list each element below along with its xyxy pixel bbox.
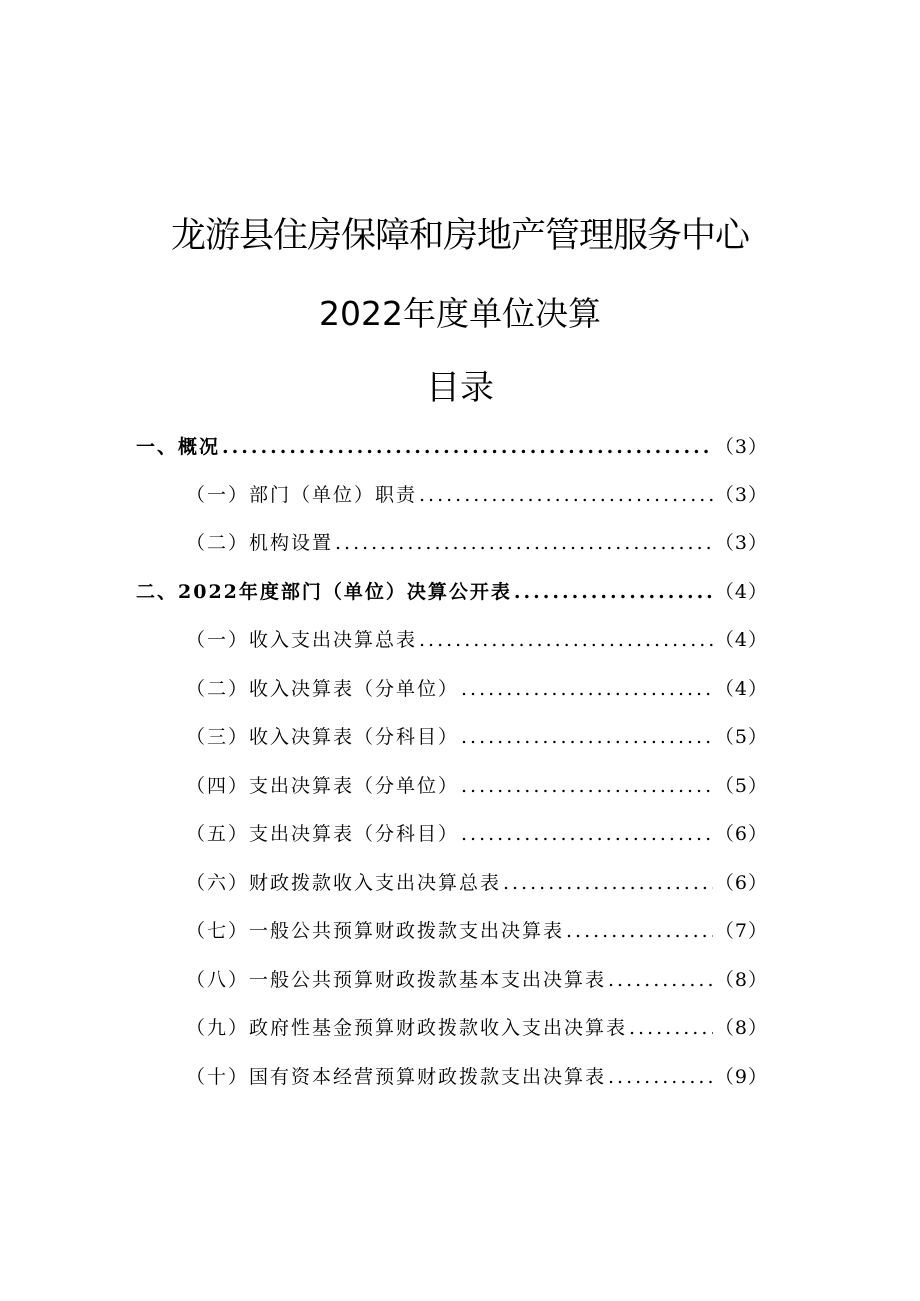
toc-dot-leader (461, 726, 713, 748)
toc-dot-leader (222, 436, 713, 458)
toc-entry-page: （6） (714, 823, 768, 845)
toc-dot-leader (514, 581, 713, 603)
document-subtitle: 2022年度单位决算 (319, 294, 601, 333)
toc-entry-page: （3） (714, 484, 768, 506)
toc-dot-leader (419, 484, 713, 506)
toc-entry-expense-by-unit[interactable] (186, 771, 768, 799)
toc-entry-income-by-subject[interactable] (186, 722, 768, 750)
toc-entry-overview[interactable] (136, 432, 768, 460)
toc-entry-label: （二）收入决算表（分单位） (186, 678, 460, 700)
toc-entry-duties[interactable] (186, 480, 768, 508)
toc-entry-general-budget-expense[interactable] (186, 916, 768, 944)
toc-entry-page: （9） (714, 1066, 768, 1088)
toc-entry-label: （四）支出决算表（分单位） (186, 775, 460, 797)
toc-entry-general-budget-basic-expense[interactable] (186, 965, 768, 993)
toc-entry-fiscal-appropriation-summary[interactable] (186, 868, 768, 896)
toc-entry-disclosure-tables[interactable] (136, 577, 768, 605)
toc-entry-label: （二）机构设置 (186, 532, 334, 554)
toc-entry-page: （7） (714, 920, 768, 942)
toc-entry-page: （8） (714, 969, 768, 991)
toc-entry-label: （七）一般公共预算财政拨款支出决算表 (186, 920, 565, 942)
toc-dot-leader (503, 872, 713, 894)
toc-dot-leader (608, 1066, 713, 1088)
toc-entry-label: 二、2022年度部门（单位）决算公开表 (136, 581, 512, 603)
toc-dot-leader (608, 969, 713, 991)
toc-dot-leader (629, 1017, 713, 1039)
toc-entry-expense-by-subject[interactable] (186, 819, 768, 847)
toc-entry-page: （4） (714, 629, 768, 651)
toc-entry-page: （4） (714, 581, 768, 603)
toc-entry-label: （五）支出决算表（分科目） (186, 823, 460, 845)
toc-entry-page: （6） (714, 872, 768, 894)
document-title: 龙游县住房保障和房地产管理服务中心 (170, 216, 749, 256)
toc-dot-leader (566, 920, 713, 942)
toc-entry-income-by-unit[interactable] (186, 674, 768, 702)
toc-entry-income-expense-summary[interactable] (186, 625, 768, 653)
toc-dot-leader (335, 532, 713, 554)
toc-entry-government-fund-budget[interactable] (186, 1013, 768, 1041)
toc-entry-page: （3） (714, 532, 768, 554)
toc-dot-leader (461, 823, 713, 845)
toc-entry-label: （十）国有资本经营预算财政拨款支出决算表 (186, 1066, 607, 1088)
toc-entry-label: （六）财政拨款收入支出决算总表 (186, 872, 502, 894)
toc-entry-page: （4） (714, 678, 768, 700)
toc-entry-label: （一）部门（单位）职责 (186, 484, 418, 506)
toc-entry-page: （5） (714, 775, 768, 797)
toc-entry-label: （一）收入支出决算总表 (186, 629, 418, 651)
toc-dot-leader (461, 678, 713, 700)
toc-entry-state-capital-budget[interactable] (186, 1062, 768, 1090)
toc-dot-leader (461, 775, 713, 797)
toc-entry-label: （九）政府性基金预算财政拨款收入支出决算表 (186, 1017, 628, 1039)
toc-entry-organization[interactable] (186, 528, 768, 556)
toc-entry-label: （三）收入决算表（分科目） (186, 726, 460, 748)
toc-entry-page: （5） (714, 726, 768, 748)
toc-dot-leader (419, 629, 713, 651)
toc-entry-label: 一、概况 (136, 436, 221, 458)
toc-entry-page: （3） (714, 436, 768, 458)
toc-entry-label: （八）一般公共预算财政拨款基本支出决算表 (186, 969, 607, 991)
toc-heading: 目录 (426, 368, 494, 408)
toc-entry-page: （8） (714, 1017, 768, 1039)
